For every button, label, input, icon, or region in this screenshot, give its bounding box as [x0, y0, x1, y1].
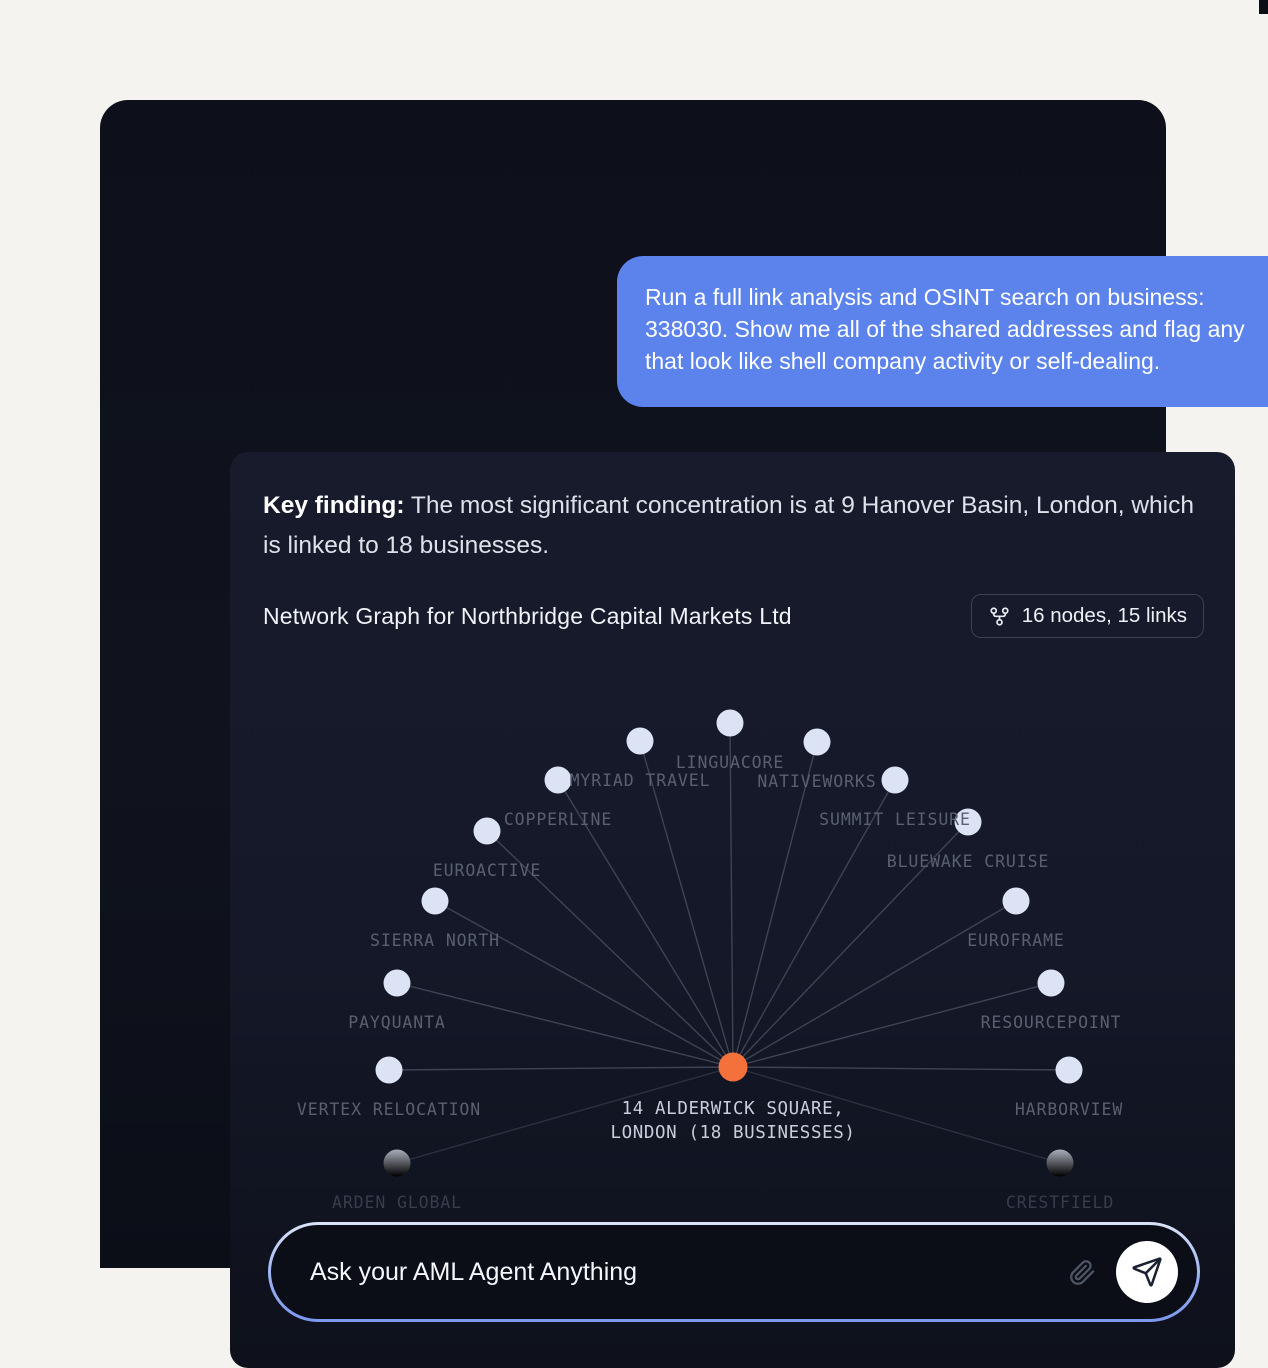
- graph-node-label: VERTEX RELOCATION: [296, 1100, 482, 1119]
- graph-edge: [730, 723, 733, 1067]
- graph-edge: [435, 901, 733, 1067]
- graph-node-label: EUROFRAME: [967, 931, 1065, 950]
- graph-node-label: HARBORVIEW: [1014, 1100, 1124, 1119]
- graph-node[interactable]: [1038, 970, 1065, 997]
- badge-label: 16 nodes, 15 links: [1021, 604, 1187, 627]
- key-finding-label: Key finding:: [263, 492, 405, 519]
- graph-node-label: RESOURCEPOINT: [980, 1013, 1122, 1032]
- corner-mark: [1259, 0, 1268, 14]
- network-fork-icon: [988, 605, 1011, 628]
- graph-node[interactable]: [627, 728, 654, 755]
- graph-node[interactable]: [384, 1150, 411, 1177]
- user-message-bubble: [617, 256, 1268, 407]
- graph-node[interactable]: [474, 818, 501, 845]
- graph-node-label: MYRIAD TRAVEL: [569, 771, 711, 790]
- graph-node-label: EUROACTIVE: [432, 861, 542, 880]
- chat-input[interactable]: [308, 1257, 1069, 1288]
- composer-inner: [271, 1225, 1197, 1319]
- graph-node[interactable]: [1047, 1150, 1074, 1177]
- graph-node[interactable]: [376, 1057, 403, 1084]
- graph-node-label: LINGUACORE: [675, 753, 785, 772]
- key-finding: [263, 486, 1208, 566]
- graph-node-label: BLUEWAKE CRUISE: [886, 852, 1050, 871]
- app-panel: [100, 100, 1245, 1268]
- graph-node[interactable]: [882, 767, 909, 794]
- graph-title: Network Graph for Northbridge Capital Markets Ltd: [263, 603, 792, 629]
- graph-edge: [397, 983, 733, 1067]
- network-graph[interactable]: [230, 660, 1235, 1230]
- graph-center-label: LONDON (18 BUSINESSES): [610, 1123, 856, 1143]
- graph-node-label: PAYQUANTA: [348, 1013, 446, 1032]
- key-finding-text: The most significant concentration is at 9 Hanover Basin, London, which is linked to 18 businesses.: [263, 492, 1194, 559]
- paper-plane-icon: [1131, 1256, 1163, 1288]
- graph-node-label: COPPERLINE: [503, 810, 613, 829]
- graph-node[interactable]: [1003, 888, 1030, 915]
- graph-edge: [733, 1067, 1069, 1070]
- graph-node-label: NATIVEWORKS: [757, 772, 877, 791]
- graph-node[interactable]: [384, 970, 411, 997]
- nodes-links-badge: [971, 594, 1204, 638]
- graph-node[interactable]: [545, 767, 572, 794]
- graph-node[interactable]: [717, 710, 744, 737]
- graph-node[interactable]: [422, 888, 449, 915]
- graph-node[interactable]: [804, 729, 831, 756]
- graph-node-label: ARDEN GLOBAL: [331, 1193, 463, 1212]
- paperclip-icon[interactable]: [1069, 1259, 1096, 1286]
- user-message-text: Run a full link analysis and OSINT search on business: 338030. Show me all of the shared addresses and flag any that look like shell company activity or self-dealing.: [645, 284, 1245, 374]
- graph-center-label: 14 ALDERWICK SQUARE,: [621, 1099, 845, 1119]
- graph-node-label: CRESTFIELD: [1005, 1193, 1115, 1212]
- graph-node[interactable]: [1056, 1057, 1083, 1084]
- graph-node-label: SUMMIT LEISURE: [819, 810, 971, 829]
- graph-edge: [733, 901, 1016, 1067]
- graph-edge: [389, 1067, 733, 1070]
- composer: [268, 1222, 1200, 1322]
- send-button[interactable]: [1116, 1241, 1178, 1303]
- graph-center-node[interactable]: [719, 1053, 748, 1082]
- graph-node-label: SIERRA NORTH: [369, 931, 501, 950]
